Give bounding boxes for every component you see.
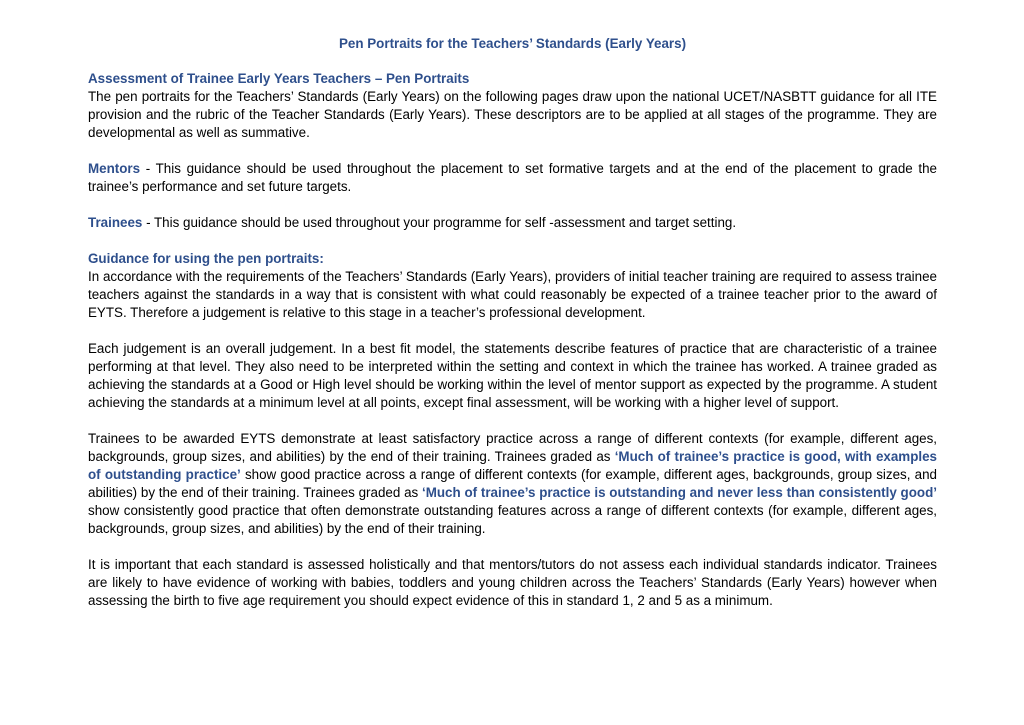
guidance-paragraph-4: It is important that each standard is assessed holistically and that mentors/tutors do not assess each individual standards indicator. Trainees are likely to have evidence of working with babies, toddlers and young children across the Teachers’ Standards (Early Years) however when assessing the birth to five age requirement you should expect evidence of this in standard 1, 2 and 5 as a minimum. (88, 557, 937, 608)
guidance-paragraph-1: In accordance with the requirements of the Teachers’ Standards (Early Years), providers of initial teacher training are required to assess trainee teachers against the standards in a way that is consistent with what could reasonably be expected of a trainee teacher prior to the award of EYTS. Therefore a judgement is relative to this stage in a teacher’s professional development. (88, 269, 937, 320)
mentors-label: Mentors (88, 161, 141, 176)
trainees-paragraph (88, 214, 937, 232)
guidance-paragraph-3 (88, 430, 937, 538)
document-title: Pen Portraits for the Teachers’ Standards (Early Years) (338, 36, 687, 51)
guidance-heading: Guidance for using the pen portraits: (88, 251, 324, 266)
mentors-text: - This guidance should be used throughout the placement to set formative targets and at the end of the placement to grade the trainee’s performance and set future targets. (88, 161, 937, 194)
grade-outstanding-quote: ‘Much of trainee’s practice is outstanding and never less than consistently good’ (422, 485, 937, 500)
guidance-paragraph-3-part-a: Trainees to be awarded EYTS demonstrate at least satisfactory practice across a range of different contexts (for example, different ages, backgrounds, group sizes, and abilities) by the end of their training. Trainees graded as (88, 431, 937, 464)
grade-good-quote: ‘Much of trainee’s practice is good, with examples of outstanding practice’ (88, 449, 937, 482)
guidance-paragraph-2: Each judgement is an overall judgement. In a best fit model, the statements describe features of practice that are characteristic of a trainee performing at that level. They also need to be interpreted within the setting and context in which the trainee has worked. A trainee graded as achieving the standards at a Good or High level should be working within the level of mentor support as expected by the programme. A student achieving the standards at a minimum level at all points, except final assessment, will be working with a higher level of support. (88, 341, 937, 410)
assessment-heading: Assessment of Trainee Early Years Teachers – Pen Portraits (88, 71, 470, 86)
guidance-paragraph-3-part-c: show consistently good practice that often demonstrate outstanding features across a range of different contexts (for example, different ages, backgrounds, group sizes, and abilities) by the end of their training. (88, 503, 937, 536)
trainees-text: - This guidance should be used throughout your programme for self -assessment and target setting. (142, 215, 737, 230)
guidance-paragraph-3-part-b: show good practice across a range of different contexts (for example, different ages, backgrounds, group sizes, and abilities) by the end of their training. Trainees graded as (88, 467, 937, 500)
mentors-paragraph (88, 160, 937, 196)
assessment-paragraph: The pen portraits for the Teachers’ Standards (Early Years) on the following pages draw upon the national UCET/NASBTT guidance for all ITE provision and the rubric of the Teacher Standards (Early Years). These descriptors are to be applied at all stages of the programme. They are developmental as well as summative. (88, 89, 937, 140)
trainees-label: Trainees (88, 215, 143, 230)
